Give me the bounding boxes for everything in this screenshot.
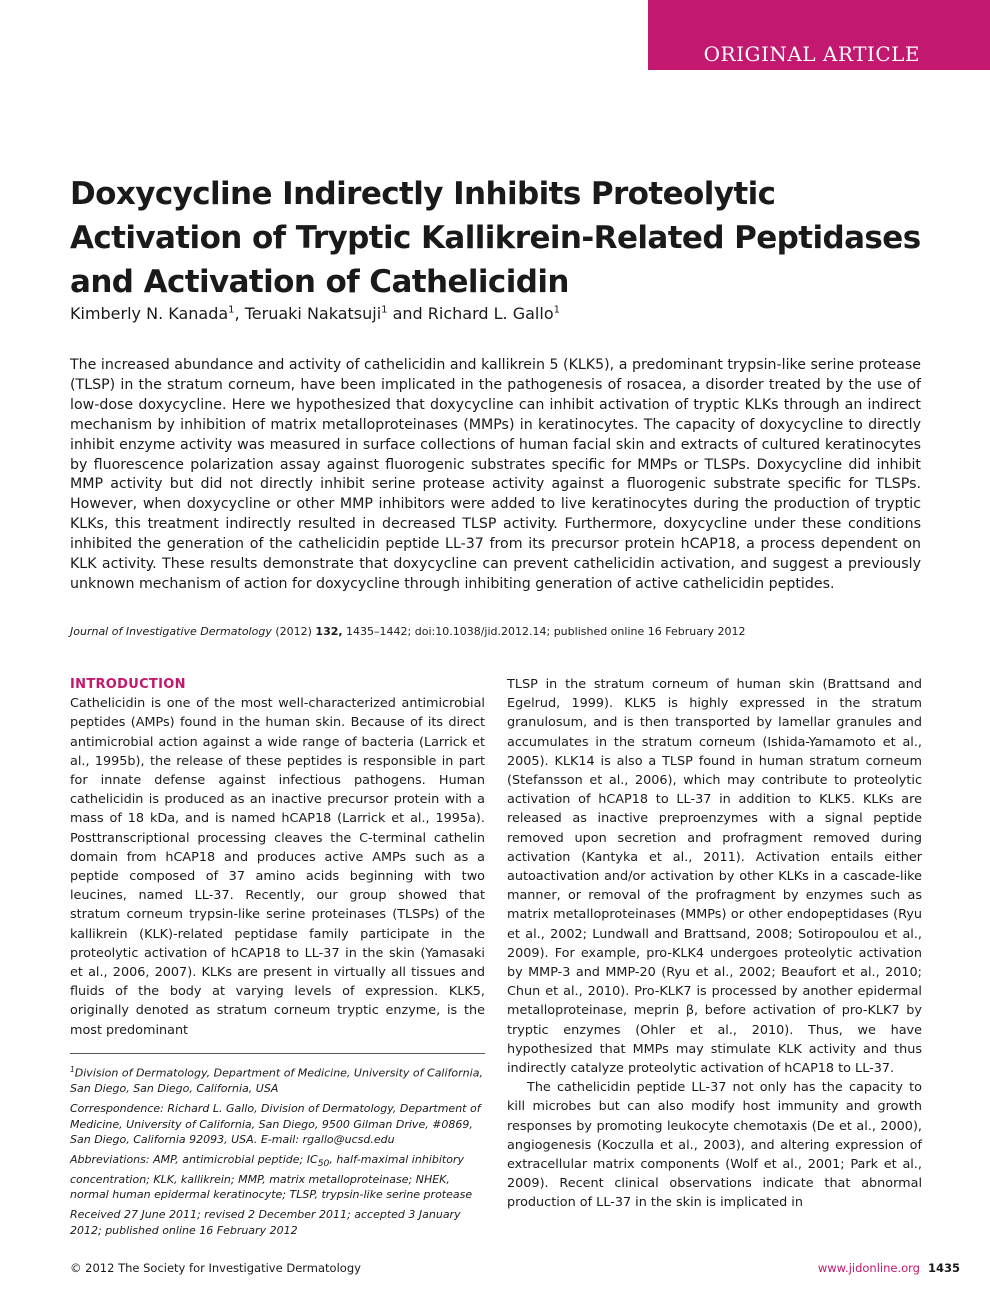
article-type-label: ORIGINAL ARTICLE	[703, 42, 920, 66]
abstract: The increased abundance and activity of cathelicidin and kallikrein 5 (KLK5), a predominant trypsin-like serine protease (TLSP) in the stratum corneum, have been implicated in the pathogenesis of rosacea, a disorder treated by the use of low-dose doxycycline. Here we hypothesized that doxycycline can inhibit activation of tryptic KLKs through an indirect mechanism by inhibition of matrix metalloproteinases (MMPs) in keratinocytes. The capacity of doxycycline to directly inhibit enzyme activity was measured in surface collections of human facial skin and extracts of cultured keratinocytes by fluorescence polarization assay against fluorogenic substrates specific for MMPs or TLSPs. Doxycycline did inhibit MMP activity but did not directly inhibit serine protease activity against a fluorogenic substrate specific for TLSPs. However, when doxycycline or other MMP inhibitors were added to live keratinocytes during the production of tryptic KLKs, this treatment indirectly resulted in decreased TLSP activity. Furthermore, doxycycline under these conditions inhibited the generation of the cathelicidin peptide LL-37 from its precursor protein hCAP18, a process dependent on KLK activity. These results demonstrate that doxycycline can prevent cathelicidin activation, and suggest a previously unknown mechanism of action for doxycycline through inhibiting generation of active cathelicidin peptides.	[70, 357, 921, 592]
author-affiliation-marker: 1	[553, 304, 560, 316]
section-heading-introduction: INTRODUCTION	[70, 677, 186, 692]
abbreviations-prefix: Abbreviations: AMP, antimicrobial peptide; IC	[70, 1153, 318, 1167]
author-list	[70, 304, 560, 323]
citation-line	[70, 625, 745, 638]
author-name: Teruaki Nakatsuji	[244, 304, 382, 323]
body-paragraph: The cathelicidin peptide LL-37 not only has the capacity to kill microbes but can also modify host immunity and growth responses by promoting leukocyte chemotaxis (De et al., 2000), angiogenesis (Koczulla et al., 2003), and altering expression of extracellular matrix components (Wolf et al., 2001; Park et al., 2009). Recent clinical observations indicate that abnormal production of LL-37 in the skin is implicated in	[507, 1080, 922, 1211]
received-dates-note: Received 27 June 2011; revised 2 December 2011; accepted 3 January 2012; published online 16 February 2012	[70, 1208, 461, 1237]
author-affiliation-marker: 1	[228, 304, 235, 316]
author-separator: and	[387, 304, 428, 323]
article-title: Doxycycline Indirectly Inhibits Proteolytic Activation of Tryptic Kallikrein-Related Peptidases and Activation of Cathelicidin	[70, 176, 921, 300]
footer-right	[818, 1261, 960, 1275]
affiliation-note	[70, 1062, 485, 1096]
author-name: Kimberly N. Kanada	[70, 304, 229, 323]
author-affiliation-marker: 1	[381, 304, 388, 316]
abbreviations-rest: , half-maximal inhibitory concentration; KLK, kallikrein; MMP, matrix metalloproteinase; NHEK, normal human epidermal keratinocyte; TLSP, trypsin-like serine protease	[70, 1153, 473, 1201]
journal-website-link[interactable]: www.jidonline.org	[817, 1261, 920, 1275]
affiliation-marker: 1	[70, 1065, 75, 1074]
page-number: 1435	[927, 1261, 960, 1275]
author-separator: ,	[234, 304, 245, 323]
body-paragraph: TLSP in the stratum corneum of human skin (Brattsand and Egelrud, 1999). KLK5 is highly expressed in the stratum granulosum, and is then transported by lamellar granules and accumulates in the stratum corneum (Ishida-Yamamoto et al., 2005). KLK14 is also a TLSP found in human stratum corneum (Stefansson et al., 2006), which may contribute to proteolytic activation of hCAP18 to LL-37 in addition to KLK5. KLKs are released as inactive preproenzymes with a signal peptide removed upon secretion and profragment removed during activation (Kantyka et al., 2011). Activation entails either autoactivation and/or activation by other KLKs in a cascade-like manner, or removal of the profragment by enzymes such as matrix metalloproteinases (MMPs) or other endopeptidases (Ryu et al., 2002; Lundwall and Brattsand, 2008; Sotiropoulou et al., 2009). For example, pro-KLK4 undergoes proteolytic activation by MMP-3 and MMP-20 (Ryu et al., 2002; Beaufort et al., 2010; Chun et al., 2010). Pro-KLK7 is processed by another epidermal metalloproteinase, meprin β, before activation of pro-KLK7 by tryptic enzymes (Ohler et al., 2010). Thus, we have hypothesized that MMPs may stimulate KLK activity and thus indirectly catalyze proteolytic activation of hCAP18 to LL-37.	[507, 677, 922, 1077]
correspondence-note: Correspondence: Richard L. Gallo, Division of Dermatology, Department of Medicine, University of California, San Diego, 9500 Gilman Drive, #0869, San Diego, California 92093, USA. E-mail: rgallo@ucsd.edu	[70, 1102, 481, 1146]
author-name: Richard L. Gallo	[427, 304, 554, 323]
footer-copyright: © 2012 The Society for Investigative Dermatology	[70, 1261, 361, 1275]
article-type-banner	[648, 0, 990, 70]
citation-details: 1435–1442; doi:10.1038/jid.2012.14; published online 16 February 2012	[342, 625, 746, 638]
affiliation-text: Division of Dermatology, Department of Medicine, University of California, San Diego, San Diego, California, USA	[70, 1066, 483, 1095]
body-column-left	[70, 675, 485, 1040]
citation-volume: 132,	[315, 625, 343, 638]
citation-year: (2012)	[271, 625, 316, 638]
footnote-divider	[70, 1053, 485, 1054]
abbreviations-note	[70, 1152, 485, 1202]
journal-name: Journal of Investigative Dermatology	[70, 625, 272, 638]
footnotes	[70, 1062, 485, 1243]
abbreviations-subscript: 50	[317, 1158, 330, 1170]
body-paragraph: Cathelicidin is one of the most well-characterized antimicrobial peptides (AMPs) found in the human skin. Because of its direct antimicrobial action against a wide range of bacteria (Larrick et al., 1995b), the release of these peptides is responsible in part for innate defense against infectious pathogens. Human cathelicidin is produced as an inactive precursor protein with a mass of 18 kDa, and is named hCAP18 (Larrick et al., 1995a). Posttranscriptional processing cleaves the C-terminal cathelin domain from hCAP18 and produces active AMPs such as a peptide composed of 37 amino acids beginning with two leucines, named LL-37. Recently, our group showed that stratum corneum trypsin-like serine proteinases (TLSPs) of the kallikrein (KLK)-related peptidase family participate in the proteolytic activation of hCAP18 to LL-37 in the skin (Yamasaki et al., 2006, 2007). KLKs are present in virtually all tissues and fluids of the body at varying levels of expression. KLK5, originally denoted as stratum corneum tryptic enzyme, is the most predominant	[70, 696, 485, 1038]
body-column-right	[507, 675, 922, 1213]
